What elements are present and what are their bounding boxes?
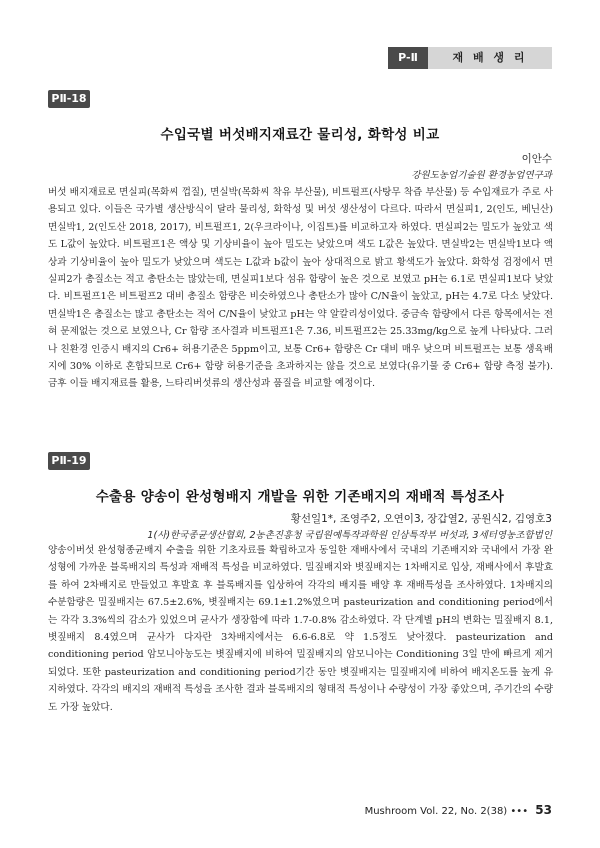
article2-abstract (48, 542, 553, 716)
page-number: 53 (535, 803, 552, 817)
article2-authors: 황선일1*, 조영주2, 오연이3, 장갑열2, 공원식2, 김영호3 (290, 513, 552, 525)
article1-authors: 이안수 (521, 153, 552, 165)
article2-tag: PⅡ-19 (48, 452, 90, 470)
section-header (388, 47, 552, 69)
page-footer (365, 803, 552, 817)
article2-affiliation: 1(사)한국종균생산협회, 2농촌진흥청 국립원예특작과학원 인삼특작부 버섯과, 3세터영농조합법인 (147, 530, 552, 541)
article1-tag: PⅡ-18 (48, 90, 90, 108)
section-code: P-Ⅱ (388, 47, 428, 69)
article1-abstract (48, 184, 553, 393)
article1-title: 수입국별 버섯배지재료간 물리성, 화학성 비교 (160, 127, 440, 143)
article1-affiliation: 강원도농업기술원 환경농업연구과 (411, 170, 552, 181)
article1-abstract-text: 버섯 배지재료로 면실피(목화씨 껍질), 면실박(목화씨 착유 부산물), 비트펄프(사탕무 착즙 부산물) 등 수입재료가 주로 사용되고 있다. 이들은 국가별 생산방식이 달라 물리성, 화학성 및 버섯 생산성이 다르다. 따라서 면실피1, 2(인도, 베닌산) 면실박1, 2(인도산 2018, 2017), 비트펄프1, 2(우크라이나, 이집트)를 비교하고자 하였다. 면실피2는 밀도가 높았고 색도 L값이 높았다. 비트펄프1은 액상 및 기상비율이 높아 밀도는 낮았으며 색도 L값은 높았다. 면실박2는 면실박1보다 액상과 기상비율이 높아 밀도가 낮았으며 색도는 L값과 b값이 높아 상대적으로 밝고 황색도가 높았다. 화학성 검정에서 면실피2가 총질소는 적고 총탄소는 많았는데, 면실피1보다 섬유 함량이 높은 것으로 보였고 pH는 6.1로 면실피1보다 낮았다. 비트펄프1은 비트펄프2 대비 총질소 함량은 비슷하였으나 총탄소가 많아 C/N율이 높았고, pH는 4.7로 다소 낮았다. 면실박1은 총질소는 많고 총탄소는 적어 C/N율이 낮았고 pH는 약 알칼리성이었다. 중금속 함량에서 다른 항목에서는 전혀 문제없는 것으로 보였으나, Cr 함량 조사결과 비트펄프1은 7.36, 비트펄프2는 25.33mg/kg으로 높게 나타났다. 그러나 친환경 인증시 배지의 Cr6+ 허용기준은 5ppm이고, 보통 Cr6+ 함량은 Cr 대비 매우 낮으며 비트펄프는 보통 생육배지에 30% 이하로 혼합되므로 Cr6+ 함량 허용기준을 초과하지는 않을 것으로 보였다(유기물 중 Cr6+ 함량 측정 불가). 금후 이들 배지재료를 활용, 느타리버섯류의 생산성과 품질을 비교할 예정이다. (48, 187, 553, 390)
section-category: 재 배 생 리 (428, 47, 552, 69)
footer-separator: ••• (510, 806, 529, 817)
article2-title: 수출용 양송이 완성형배지 개발을 위한 기존배지의 재배적 특성조사 (95, 489, 505, 505)
article2-abstract-text: 양송이버섯 완성형종균배지 수출을 위한 기초자료를 확립하고자 동일한 재배사에서 국내의 기존배지와 국내에서 가장 완성형에 가까운 블록배지의 특성과 재배적 특성을 비교하였다. 밀짚배지와 볏짚배지는 1차배지로 입상, 재배사에서 후발효를 하여 2차배지로 만들었고 후발효 후 블록배지를 입상하여 각각의 배지를 배양 후 재배특성을 조사하였다. 1차배지의 수분함량은 밀짚배지는 67.5±2.6%, 볏짚배지는 69.1±1.2%였으며 pasteurization and conditioning period에서는 각각 3.3%씩의 감소가 있었으며 균사가 생장함에 따라 1.7-0.8% 감소하였다. 각 단계별 pH의 변화는 밀짚배지 8.1, 볏짚배지 8.4였으며 균사가 다자란 3차배지에서는 6.6-6.8로 약 1.5정도 낮아졌다. pasteurization and conditioning period 암모니아농도는 볏짚배지에 비하여 밀짚배지의 암모니아는 Conditioning 3일 만에 빠르게 제거되었다. 또한 pasteurization and conditioning period기간 동안 볏짚배지는 밀짚배지에 비하여 배지온도를 높게 유지하였다. 각각의 배지의 재배적 특성을 조사한 결과 블록배지의 형태적 특성이나 수량성이 가장 좋았으며, 주기간의 수량도 가장 높았다. (48, 545, 553, 713)
journal-info: Mushroom Vol. 22, No. 2(38) (364, 806, 508, 817)
